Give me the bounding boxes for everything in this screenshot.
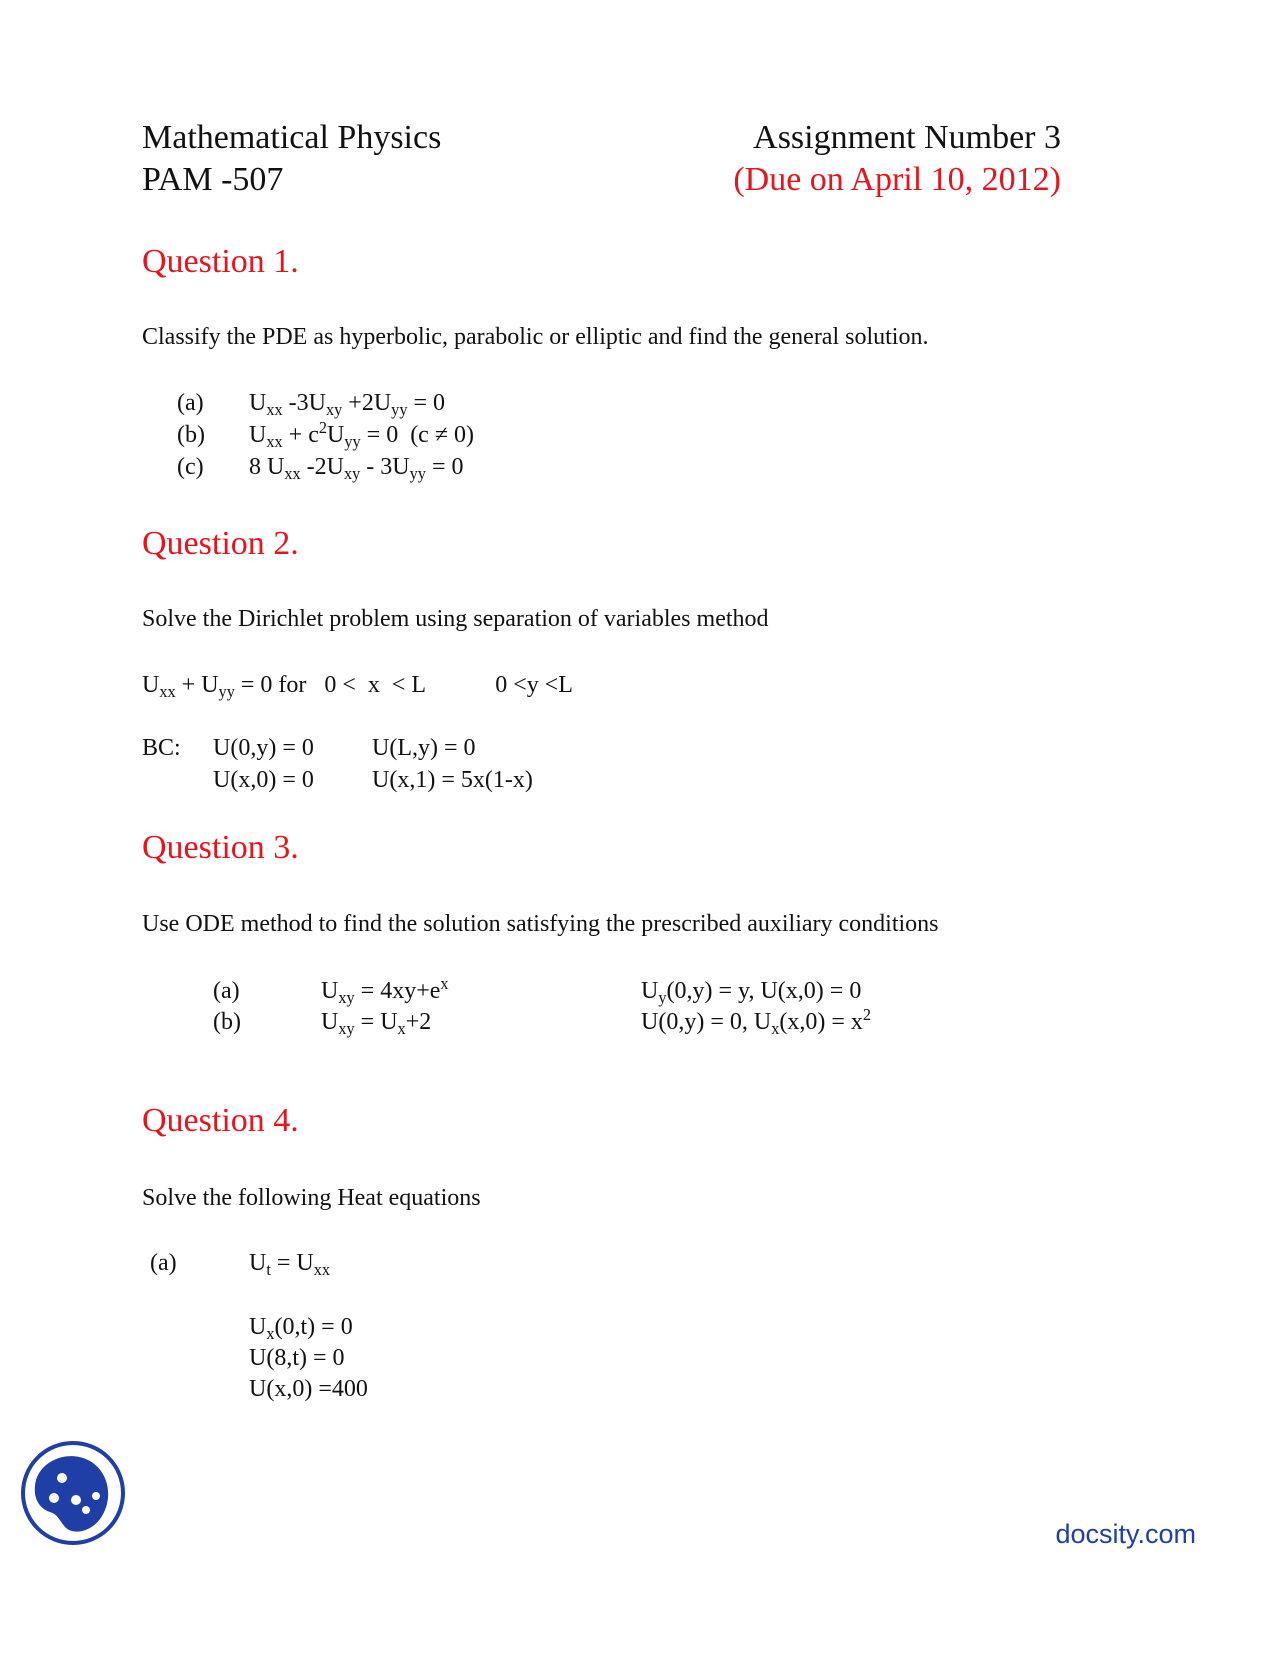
q2-bc-2: U(L,y) = 0: [372, 735, 476, 761]
question-2-prompt: Solve the Dirichlet problem using separation of variables method: [142, 606, 769, 632]
q1-item-a-label: (a): [177, 390, 204, 416]
q1-item-b-equation: $U_{xx} + c^2U_{yy} = 0$ (c ≠ 0): [249, 418, 474, 451]
question-3-prompt: Use ODE method to find the solution satisfying the prescribed auxiliary conditions: [142, 911, 939, 937]
course-code: PAM -507: [142, 161, 284, 198]
brand-link[interactable]: docsity.com: [1055, 1519, 1196, 1549]
q2-bc-label: BC:: [142, 735, 181, 761]
q3-item-a-equation: $U_{xy} = 4xy+e^x$: [321, 974, 449, 1007]
q2-bc-1: U(0,y) = 0: [213, 735, 314, 761]
assignment-title: Assignment Number 3: [753, 119, 1061, 156]
q4-equation: $U_t = U_{xx}$: [249, 1250, 331, 1279]
q2-bc-3: U(x,0) = 0: [213, 767, 314, 793]
course-title: Mathematical Physics: [142, 119, 442, 156]
q4-condition-2: U(8,t) = 0: [249, 1345, 345, 1371]
question-4-heading: Question 4.: [142, 1102, 299, 1139]
q2-equation: $U_{xx} + U_{yy} = 0$ for 0 < x < L 0 <y <L: [142, 672, 573, 701]
q1-item-b-label: (b): [177, 422, 205, 448]
q3-item-a-label: (a): [213, 978, 240, 1004]
question-1-prompt: Classify the PDE as hyperbolic, parabolic or elliptic and find the general solution.: [142, 324, 929, 350]
q1-item-c-label: (c): [177, 454, 204, 480]
question-1-heading: Question 1.: [142, 243, 299, 280]
q3-item-a-condition: $U_y(0,y) = y$, U(x,0) = 0: [641, 978, 862, 1007]
sym-u: U: [249, 390, 267, 416]
q3-item-b-equation: $U_{xy} = U_x+2$: [321, 1009, 432, 1038]
q4-item-a-label: (a): [150, 1250, 177, 1276]
due-date: (Due on April 10, 2012): [733, 161, 1061, 198]
q3-item-b-label: (b): [213, 1009, 241, 1035]
q4-condition-1: $U_x(0,t) = 0$: [249, 1314, 353, 1343]
question-4-prompt: Solve the following Heat equations: [142, 1185, 481, 1211]
docsity-logo-icon: [20, 1440, 126, 1546]
question-3-heading: Question 3.: [142, 829, 299, 866]
q1-item-a-equation: $U_{xx}$ $-3U_{xy} +2U_{yy} = 0$: [249, 390, 446, 419]
question-2-heading: Question 2.: [142, 525, 299, 562]
q1-item-c-equation: 8 $U_{xx}$ $-2U_{xy} - 3U_{yy} = 0$: [249, 454, 464, 483]
q3-item-b-condition: U(0,y) = 0, $U_x(x,0) = x^2$: [641, 1005, 872, 1038]
q4-condition-3: U(x,0) =400: [249, 1376, 368, 1402]
q2-bc-4: U(x,1) = 5x(1-x): [372, 767, 533, 793]
